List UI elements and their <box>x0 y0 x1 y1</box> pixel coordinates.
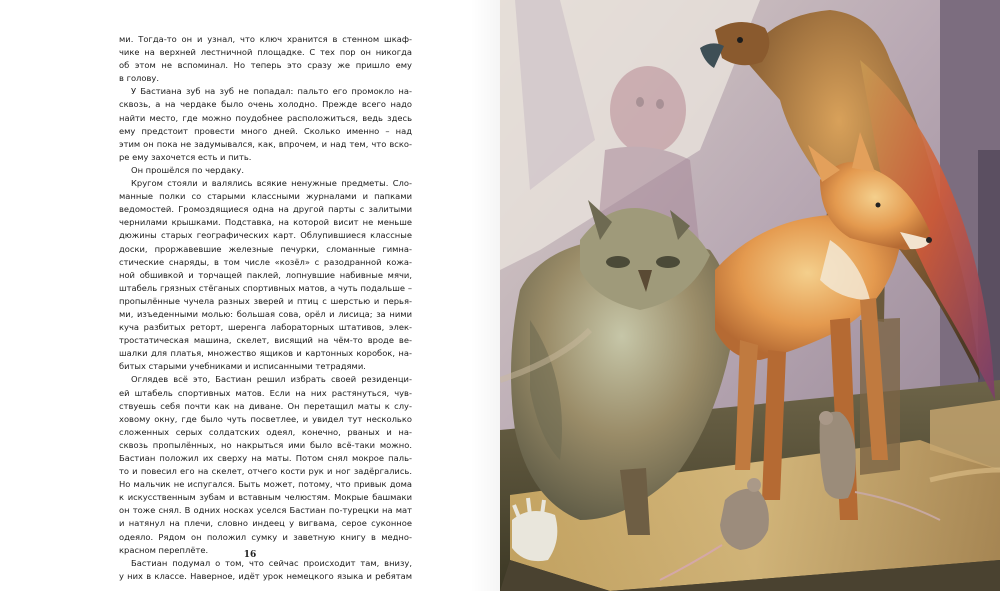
text-line: ему предстоит провести много дней. Сколько именно – над <box>119 125 412 136</box>
text-line: Оглядев всё это, Бастиан решил избрать своей резиденци- <box>131 374 412 385</box>
page-number: 16 <box>243 550 257 560</box>
text-line: у них в классе. Наверное, идёт урок немецкого языка и ребятам <box>119 570 412 581</box>
text-line: ховому окну, где было чуть посветлее, и увидел тут несколько <box>119 413 412 424</box>
text-line: Кругом стояли и валялись всякие ненужные предметы. Сло- <box>131 178 412 189</box>
text-line: одеяло. Рядом он положил сумку и заветную книгу в медно- <box>119 531 412 542</box>
text-line: к искусственным зубам и вставным челюстям. Мокрые башмаки <box>119 492 412 503</box>
text-line: Он прошёлся по чердаку. <box>131 164 244 175</box>
painting-illustration <box>500 0 1000 591</box>
text-line: сложенных серых солдатских одеял, конечно, рваных и на- <box>119 426 412 437</box>
text-line: ми. Тогда-то он и узнал, что ключ хранится в стенном шкаф- <box>119 34 412 44</box>
text-line: чике на верхней лестничной площадке. С тех пор он никогда <box>119 47 412 58</box>
text-line: красном переплёте. <box>119 544 209 555</box>
text-line: ре ему захочется есть и пить. <box>119 151 252 162</box>
illustration-page <box>500 0 1000 591</box>
gutter-shadow <box>470 0 500 591</box>
text-line: Но мальчик не испугался. Быть может, потому, что привык дома <box>119 479 412 490</box>
text-line: штабель грязных стёганых спортивных матов, а чуть подальше – <box>119 282 412 293</box>
text-line: Бастиан положил их сверху на маты. Потом снял мокрое паль- <box>119 453 412 463</box>
text-line: шалки для платья, множество ящиков и картонных коробок, на- <box>119 348 412 359</box>
text-line: чернилами крышками. Подставка, на которой висит не меньше <box>119 217 412 228</box>
text-line: в голову. <box>119 73 160 84</box>
text-line: куча разбитых реторт, шеренга лабораторных штативов, элек- <box>119 322 412 333</box>
text-line: ведомостей. Громоздящиеся одна на другой парты с залитыми <box>119 204 412 215</box>
text-line: то и повесил его на скелет, отчего кости рук и ног задёргались. <box>119 466 412 477</box>
text-line: об этом не вспоминал. Но теперь это сразу же пришло ему <box>119 60 412 71</box>
text-line: ствуешь себя почти как на диване. Он перетащил маты к слу- <box>119 400 412 411</box>
text-line: и натянул на плечи, словно индеец у вигвама, серое суконное <box>119 518 412 529</box>
text-line: дюжины старых географических карт. Облупившиеся классные <box>119 230 412 241</box>
text-line: он тоже снял. В одних носках уселся Бастиан по-турецки на мат <box>119 505 412 516</box>
text-line: ной обшивкой и торчащей паклей, лопнувшие набивные мячи, <box>119 269 412 280</box>
text-line: ей штабель спортивных матов. Если на них растянуться, чув- <box>119 387 412 398</box>
text-line: манные полки со старыми классными журналами и папками <box>119 191 412 202</box>
text-line: сквозь пропылённых, но накрыться ими было всё-таки можно. <box>119 439 412 450</box>
text-line: стические снаряды, в том числе «козёл» с разодранной кожа- <box>119 256 412 267</box>
text-line: пропылённые чучела разных зверей и птиц с шерстью и перья- <box>119 295 412 306</box>
text-line: битых старыми учебниками и исписанными тетрадями. <box>119 361 366 372</box>
text-line: Бастиан подумал о том, что сейчас происходит там, внизу, <box>131 557 412 568</box>
text-line: ми, изъеденными молью: большая сова, орёл и лисица; за ними <box>119 308 412 319</box>
text-line: тростатическая машина, скелет, висящий на чём-то вроде ве- <box>119 335 412 346</box>
text-line: У Бастиана зуб на зуб не попадал: пальто его промокло на- <box>131 86 412 97</box>
text-line: этим он пока не задумывался, как, впрочем, и над тем, что вско- <box>119 138 412 149</box>
text-line: доски, проржавевшие железные печурки, сломанные гимна- <box>119 243 412 254</box>
text-line: сквозь, а на чердаке было очень холодно. Прежде всего надо <box>119 99 412 110</box>
text-line: найти место, где можно поудобнее расположиться, ведь здесь <box>119 112 412 123</box>
body-text <box>119 33 412 583</box>
